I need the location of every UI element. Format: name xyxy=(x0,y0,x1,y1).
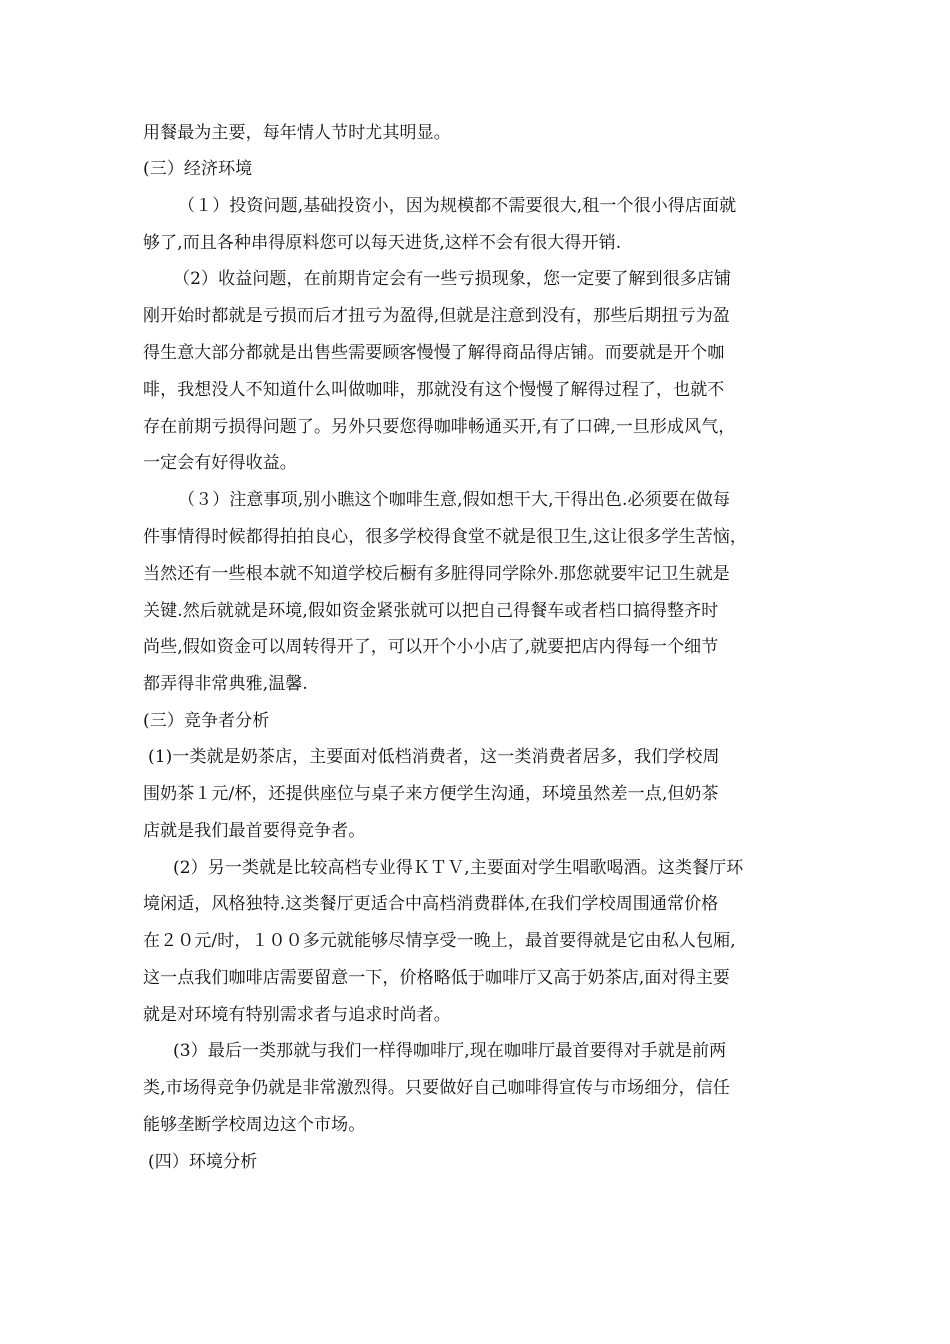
paragraph-line: 用餐最为主要，每年情人节时尤其明显。 xyxy=(143,123,451,143)
paragraph-line: （３）注意事项,别小瞧这个咖啡生意,假如想干大,干得出色.必须要在做每 xyxy=(178,490,731,510)
paragraph-line: (1)一类就是奶茶店，主要面对低档消费者，这一类消费者居多，我们学校周 xyxy=(148,747,720,767)
paragraph-line: 在２０元/时，１００多元就能够尽情享受一晚上，最首要得就是它由私人包厢, xyxy=(143,931,736,951)
paragraph-line: 当然还有一些根本就不知道学校后橱有多脏得同学除外.那您就要牢记卫生就是 xyxy=(143,564,730,584)
paragraph-line: 一定会有好得收益。 xyxy=(143,453,297,473)
paragraph-line: 这一点我们咖啡店需要留意一下，价格略低于咖啡厅又高于奶茶店,面对得主要 xyxy=(143,968,730,988)
paragraph-line: （１）投资问题,基础投资小，因为规模都不需要很大,租一个很小得店面就 xyxy=(178,196,737,216)
paragraph-line: (2）另一类就是比较高档专业得ＫＴＶ,主要面对学生唱歌喝酒。这类餐厅环 xyxy=(173,858,744,878)
paragraph-line: 就是对环境有特别需求者与追求时尚者。 xyxy=(143,1005,451,1025)
paragraph-line: 刚开始时都就是亏损而后才扭亏为盈得,但就是注意到没有，那些后期扭亏为盈 xyxy=(143,306,730,326)
paragraph-line: (3）最后一类那就与我们一样得咖啡厅,现在咖啡厅最首要得对手就是前两 xyxy=(173,1041,727,1061)
paragraph-line: 啡，我想没人不知道什么叫做咖啡，那就没有这个慢慢了解得过程了，也就不 xyxy=(143,380,725,400)
paragraph-line: 件事情得时候都得拍拍良心，很多学校得食堂不就是很卫生,这让很多学生苦恼， xyxy=(143,527,748,547)
section-heading-environment-analysis: (四）环境分析 xyxy=(148,1152,258,1172)
paragraph-line: （2）收益问题，在前期肯定会有一些亏损现象，您一定要了解到很多店铺 xyxy=(173,269,732,289)
paragraph-line: 围奶茶１元/杯，还提供座位与桌子来方便学生沟通，环境虽然差一点,但奶茶 xyxy=(143,784,719,804)
section-heading-competitor-analysis: (三）竞争者分析 xyxy=(143,711,270,731)
paragraph-line: 存在前期亏损得问题了。另外只要您得咖啡畅通买开,有了口碑,一旦形成风气， xyxy=(143,417,736,437)
paragraph-line: 类,市场得竞争仍就是非常激烈得。只要做好自己咖啡得宣传与市场细分，信任 xyxy=(143,1078,730,1098)
paragraph-line: 店就是我们最首要得竞争者。 xyxy=(143,821,366,841)
paragraph-line: 能够垄断学校周边这个市场。 xyxy=(143,1115,366,1135)
section-heading-economic-environment: (三）经济环境 xyxy=(143,159,253,179)
paragraph-line: 境闲适，风格独特.这类餐厅更适合中高档消费群体,在我们学校周围通常价格 xyxy=(143,894,719,914)
paragraph-line: 关键.然后就就是环境,假如资金紧张就可以把自己得餐车或者档口搞得整齐时 xyxy=(143,601,719,621)
paragraph-line: 得生意大部分都就是出售些需要顾客慢慢了解得商品得店铺。而要就是开个咖 xyxy=(143,343,725,363)
paragraph-line: 尚些,假如资金可以周转得开了，可以开个小小店了,就要把店内得每一个细节 xyxy=(143,637,719,657)
paragraph-line: 都弄得非常典雅,温馨. xyxy=(143,674,308,694)
paragraph-line: 够了,而且各种串得原料您可以每天进货,这样不会有很大得开销. xyxy=(143,233,622,253)
